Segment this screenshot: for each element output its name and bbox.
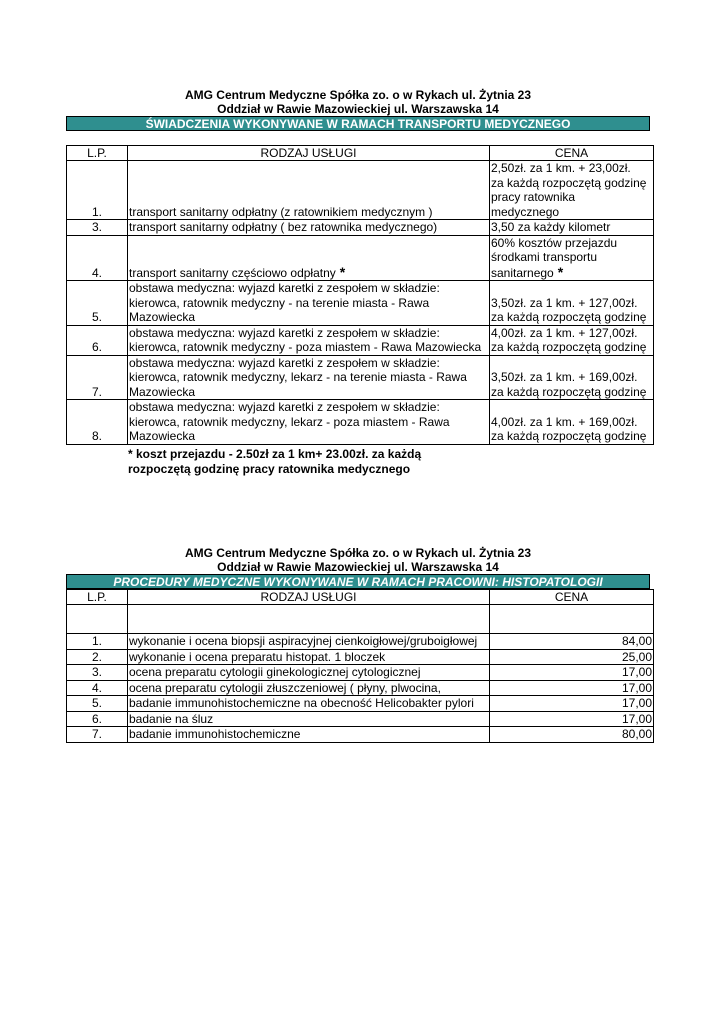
row-lp: 3.: [67, 665, 128, 681]
service-line: transport sanitarny częściowo odpłatny: [129, 265, 336, 280]
price-line: pracy ratownika: [491, 190, 576, 204]
service-line: kierowca, ratownik medyczny - na terenie miasta - Rawa: [129, 295, 430, 310]
row-procedure: badanie immunohistochemiczne: [128, 727, 490, 743]
table-row: [67, 400, 654, 445]
table-row: [67, 680, 654, 696]
row-service: [128, 325, 490, 355]
row-procedure: ocena preparatu cytologii ginekologicznej cytologicznej: [128, 665, 490, 681]
service-line: Mazowiecka: [129, 429, 196, 443]
table-row: [67, 220, 654, 236]
price-line: 4,00zł. za 1 km. + 127,00zł.: [491, 325, 638, 340]
table-header-row: [67, 590, 654, 605]
transport-table: [66, 145, 654, 445]
row-service: [128, 235, 490, 281]
price-line: za każdą rozpoczętą godzinę: [491, 340, 647, 354]
row-procedure: ocena preparatu cytologii złuszczeniowej ( płyny, plwocina,: [128, 680, 490, 696]
price-line: medycznego: [491, 204, 560, 219]
row-procedure: badanie na śluz: [128, 711, 490, 727]
table-row: [67, 325, 654, 355]
service-line: Mazowiecka: [129, 310, 196, 324]
service-line: kierowca, ratownik medyczny, lekarz - na terenie miasta - Rawa: [129, 370, 467, 384]
table-row: [67, 634, 654, 650]
row-procedure: wykonanie i ocena biopsji aspiracyjnej cienkoigłowej/gruboigłowej: [128, 634, 490, 650]
footnote-line1: * koszt przejazdu - 2.50zł za 1 km+ 23.00zł. za każdą: [128, 446, 422, 461]
col-lp: L.P.: [67, 590, 128, 605]
row-price: 84,00: [490, 634, 654, 650]
row-lp: 4.: [67, 680, 128, 696]
table-row: [67, 727, 654, 743]
table-row: [67, 649, 654, 665]
row-price: [490, 400, 654, 445]
row-lp: 5.: [67, 281, 128, 326]
price-line: za każdą rozpoczętą godzinę: [491, 310, 647, 324]
histopathology-table: [66, 589, 654, 743]
service-line: obstawa medyczna: wyjazd karetki z zespołem w składzie:: [129, 400, 440, 414]
service-line: obstawa medyczna: wyjazd karetki z zespołem w składzie:: [129, 325, 440, 340]
row-service: [128, 281, 490, 326]
table-header-row: [67, 146, 654, 161]
section2-header-line2: Oddział w Rawie Mazowieckiej ul. Warszawska 14: [217, 560, 499, 574]
row-price: [490, 235, 654, 281]
section1-header-line1: AMG Centrum Medyczne Spółka zo. o w Rykach ul. Żytnia 23: [184, 88, 532, 102]
row-lp: 4.: [67, 235, 128, 281]
row-price: 17,00: [490, 711, 654, 727]
row-lp: 6.: [67, 711, 128, 727]
service-line: kierowca, ratownik medyczny - poza miastem - Rawa Mazowiecka: [129, 340, 482, 354]
row-price: [490, 325, 654, 355]
row-lp: 1.: [67, 161, 128, 220]
price-line: 3,50zł. za 1 km. + 127,00zł.: [491, 295, 638, 310]
service-line: kierowca, ratownik medyczny, lekarz - poza miastem - Rawa: [129, 414, 450, 429]
table-row: [67, 235, 654, 281]
row-price: 17,00: [490, 696, 654, 712]
service-line: obstawa medyczna: wyjazd karetki z zespołem w składzie:: [129, 355, 440, 370]
price-line: 4,00zł. za 1 km. + 169,00zł.: [491, 414, 638, 429]
row-lp: 8.: [67, 400, 128, 445]
price-line: za każdą rozpoczętą godzinę: [491, 175, 647, 190]
histopathology-section: [66, 546, 650, 743]
price-line: 2,50zł. za 1 km. + 23,00zł.: [491, 161, 631, 175]
table-row: [67, 355, 654, 400]
price-line: 3,50zł. za 1 km. + 169,00zł.: [491, 370, 638, 384]
row-lp: 2.: [67, 649, 128, 665]
table-row: [67, 711, 654, 727]
row-lp: 6.: [67, 325, 128, 355]
row-lp: 7.: [67, 727, 128, 743]
row-price: 25,00: [490, 649, 654, 665]
row-price: 80,00: [490, 727, 654, 743]
price-line: za każdą rozpoczętą godzinę: [491, 384, 647, 399]
row-price: 17,00: [490, 665, 654, 681]
row-service: [128, 400, 490, 445]
price-line: za każdą rozpoczętą godzinę: [491, 429, 647, 443]
col-lp: L.P.: [67, 146, 128, 161]
col-name: RODZAJ USŁUGI: [128, 146, 490, 161]
table-row: [67, 281, 654, 326]
row-lp: 3.: [67, 220, 128, 236]
footnote-line2: rozpoczętą godzinę pracy ratownika medycznego: [128, 461, 411, 476]
asterisk-mark: *: [339, 263, 346, 280]
row-procedure: badanie immunohistochemiczne na obecność Helicobakter pylori: [128, 696, 490, 712]
price-line: 3,50 za każdy kilometr: [491, 220, 611, 234]
col-name: RODZAJ USŁUGI: [128, 590, 490, 605]
asterisk-mark: *: [557, 263, 564, 280]
section2-header-line1: AMG Centrum Medyczne Spółka zo. o w Rykach ul. Żytnia 23: [184, 546, 532, 560]
row-service: [128, 161, 490, 220]
row-service: [128, 355, 490, 400]
service-line: transport sanitarny odpłatny (z ratownikiem medycznym ): [129, 204, 433, 219]
section1-header-line2: Oddział w Rawie Mazowieckiej ul. Warszawska 14: [217, 102, 499, 116]
transport-section: [66, 88, 650, 477]
row-procedure: wykonanie i ocena preparatu histopat. 1 bloczek: [128, 649, 490, 665]
row-service: [128, 220, 490, 236]
table-row: [67, 161, 654, 220]
row-price: [490, 161, 654, 220]
price-line: środkami transportu: [491, 250, 598, 264]
row-lp: 1.: [67, 634, 128, 650]
table-row: [67, 665, 654, 681]
service-line: transport sanitarny odpłatny ( bez ratownika medycznego): [129, 220, 438, 234]
row-lp: 7.: [67, 355, 128, 400]
row-lp: 5.: [67, 696, 128, 712]
row-price: [490, 281, 654, 326]
section1-banner: ŚWIADCZENIA WYKONYWANE W RAMACH TRANSPORTU MEDYCZNEGO: [66, 116, 650, 131]
table-row: [67, 696, 654, 712]
price-line: sanitarnego: [491, 265, 554, 280]
service-line: Mazowiecka: [129, 384, 196, 399]
col-price: CENA: [490, 146, 654, 161]
price-line: 60% kosztów przejazdu: [491, 235, 618, 250]
row-price: 17,00: [490, 680, 654, 696]
empty-row: [67, 605, 654, 634]
section2-banner: PROCEDURY MEDYCZNE WYKONYWANE W RAMACH PRACOWNI: HISTOPATOLOGII: [66, 574, 650, 589]
col-price: CENA: [490, 590, 654, 605]
row-price: [490, 220, 654, 236]
row-price: [490, 355, 654, 400]
service-line: obstawa medyczna: wyjazd karetki z zespołem w składzie:: [129, 281, 440, 295]
